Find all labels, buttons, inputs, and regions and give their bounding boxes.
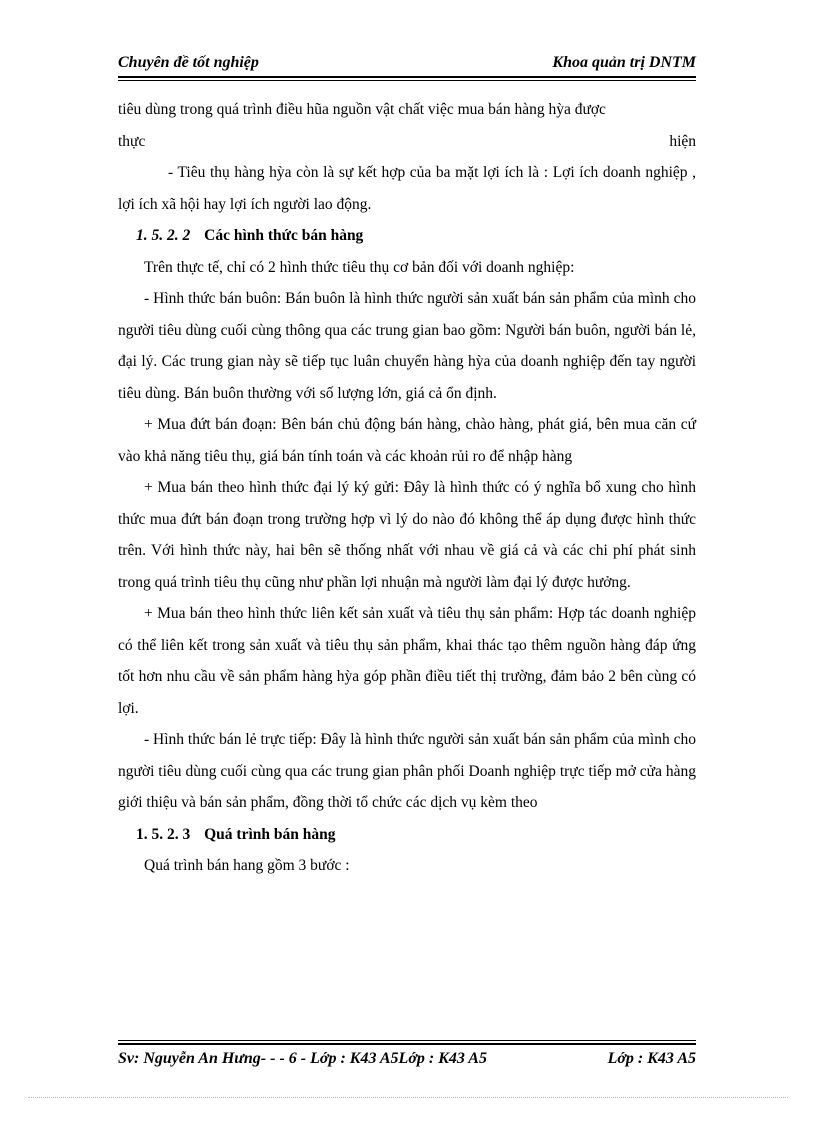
word-left: thực: [118, 132, 146, 150]
header-left-title: Chuyên đề tốt nghiệp: [118, 54, 259, 71]
section-title: Các hình thức bán hàng: [204, 227, 364, 244]
section-title: Quá trình bán hàng: [204, 825, 336, 843]
section-number: 1. 5. 2. 2: [136, 227, 191, 244]
paragraph-agency-consignment: + Mua bán theo hình thức đại lý ký gửi: Đây là hình thức có ý nghĩa bổ xung cho hình thức mua đứt bán đoạn trong trường hợp vì lý do nào đó không thể áp dụng được hình thức trên. Với hình thức này, hai bên sẽ thống nhất với nhau về giá cả và các chi phí phát sinh trong quá trình tiêu thụ cũng như phần lợi nhuận mà người làm đại lý được hưởng.: [118, 479, 696, 591]
footer-rule-thin: [118, 1040, 696, 1041]
page-footer: [118, 1050, 696, 1074]
paragraph-continued-end: [118, 126, 696, 158]
paragraph-joint-production: + Mua bán theo hình thức liên kết sản xuất và tiêu thụ sản phẩm: Hợp tác doanh nghiệp có thể liên kết trong sản xuất và tiêu thụ sản phẩm, khai thác tạo thêm nguồn hàng đáp ứng tốt hơn nhu cầu về sản phẩm hàng hỳa góp phần điều tiết thị trường, đảm bảo 2 bên cùng có lợi.: [118, 605, 696, 717]
paragraph-continued: tiêu dùng trong quá trình điều hũa nguồn vật chất việc mua bán hàng hỳa được: [118, 101, 606, 118]
footer-student-info: Sv: Nguyễn An Hưng- - - 6 - Lớp : K43 A5Lớp : K43 A5: [118, 1050, 487, 1067]
paragraph-wholesale: - Hình thức bán buôn: Bán buôn là hình thức người sản xuất bán sản phẩm của mình cho người tiêu dùng cuối cùng thông qua các trung gian bao gồm: Người bán buôn, người bán lẻ, đại lý. Các trung gian này sẽ tiếp tục luân chuyển hàng hỳa của doanh nghiệp đến tay người tiêu dùng. Bán buôn thường với số lượng lớn, giá cả ổn định.: [118, 290, 696, 402]
word-right: hiện: [669, 132, 696, 150]
page-boundary-line: [28, 1097, 788, 1098]
paragraph-outright-purchase: + Mua đứt bán đoạn: Bên bán chủ động bán hàng, chào hàng, phát giá, bên mua căn cứ vào khả năng tiêu thụ, giá bán tính toán và các khoản rủi ro để nhập hàng: [118, 416, 696, 465]
page-body: [118, 94, 696, 882]
section-number: 1. 5. 2. 3: [136, 825, 191, 843]
paragraph-intro: Trên thực tế, chỉ có 2 hình thức tiêu thụ cơ bản đối với doanh nghiệp:: [144, 258, 575, 276]
footer-class-info: Lớp : K43 A5: [607, 1050, 696, 1067]
paragraph-steps: Quá trình bán hang gồm 3 bước :: [144, 857, 350, 874]
header-right-title: Khoa quản trị DNTM: [552, 54, 696, 71]
header-rule-thin: [118, 80, 696, 81]
section-heading-1-5-2-3: [118, 819, 696, 851]
header-rule-thick: [118, 76, 696, 78]
footer-rule-thick: [118, 1043, 696, 1045]
section-heading-1-5-2-2: [118, 220, 696, 252]
page-header: [118, 52, 696, 76]
paragraph-benefit: - Tiêu thụ hàng hỳa còn là sự kết hợp của ba mặt lợi ích là : Lợi ích doanh nghiệp , lợi ích xã hội hay lợi ích người lao động.: [118, 164, 696, 213]
paragraph-retail: - Hình thức bán lẻ trực tiếp: Đây là hình thức người sản xuất bán sản phẩm của mình cho người tiêu dùng cuối cùng qua các trung gian phân phối Doanh nghiệp trực tiếp mở cửa hàng giới thiệu và bán sản phẩm, đồng thời tổ chức các dịch vụ kèm theo: [118, 731, 696, 811]
